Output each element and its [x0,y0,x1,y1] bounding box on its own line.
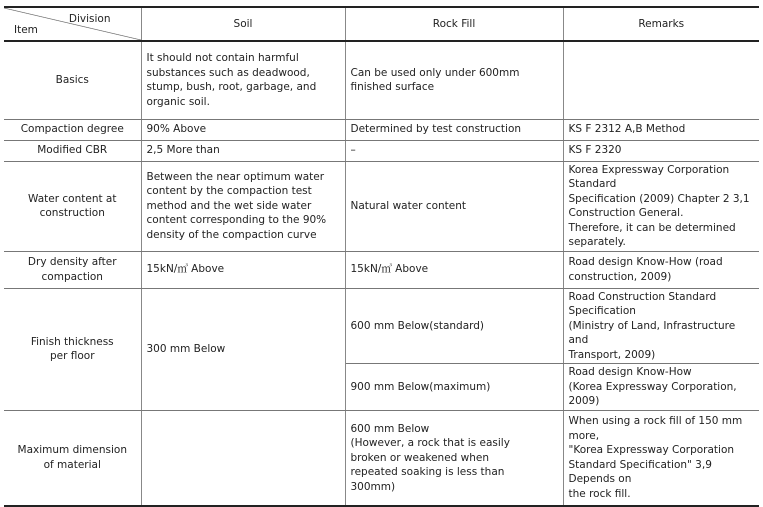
row-item-label: Modified CBR [4,140,141,161]
table-row-dry-density [4,251,759,288]
row-soil-cell: 2,5 More than [141,140,345,161]
row-remarks-cell [563,41,759,119]
row-item-label: Dry density after compaction [4,251,141,288]
row-rock-fill-cell: Can be used only under 600mm finished surface [345,41,563,119]
row-remarks-cell: Korea Expressway Corporation Standard Specification (2009) Chapter 2 3,1 Construction General. Therefore, it can be determined separately. [563,161,759,251]
row-rock-fill-cell: 900 mm Below(maximum) [345,364,563,411]
header-row [4,7,759,41]
row-rock-fill-cell: Natural water content [345,161,563,251]
row-item-label: Compaction degree [4,119,141,140]
table-row-basics [4,41,759,119]
row-remarks-cell: Road design Know-How (Korea Expressway Corporation, 2009) [563,364,759,411]
header-item-label: Item [14,23,38,36]
header-corner-cell [4,7,141,41]
specification-table [4,6,759,507]
row-item-label: Finish thickness per floor [4,288,141,410]
header-remarks: Remarks [563,7,759,41]
row-soil-cell: 90% Above [141,119,345,140]
row-rock-fill-cell: 15kN/㎥ Above [345,251,563,288]
table-row-compaction-degree [4,119,759,140]
header-division-label: Division [68,13,111,25]
row-rock-fill-cell: – [345,140,563,161]
header-rock-fill: Rock Fill [345,7,563,41]
row-remarks-cell: When using a rock fill of 150 mm more, "Korea Expressway Corporation Standard Specification" 3,9 Depends on the rock fill. [563,410,759,506]
row-item-label: Water content at construction [4,161,141,251]
header-soil: Soil [141,7,345,41]
row-soil-cell: Between the near optimum water content by the compaction test method and the wet side water content corresponding to the 90% density of the compaction curve [141,161,345,251]
row-remarks-cell: KS F 2320 [563,140,759,161]
row-rock-fill-cell: Determined by test construction [345,119,563,140]
row-soil-cell: It should not contain harmful substances such as deadwood, stump, bush, root, garbage, and organic soil. [141,41,345,119]
row-soil-cell: 300 mm Below [141,288,345,410]
table-row-finish-thickness [4,288,759,364]
table-row-water-content [4,161,759,251]
row-item-label: Basics [4,41,141,119]
row-rock-fill-cell: 600 mm Below (However, a rock that is easily broken or weakened when repeated soaking is less than 300mm) [345,410,563,506]
table-row-modified-cbr [4,140,759,161]
row-item-label: Maximum dimension of material [4,410,141,506]
row-soil-cell: 15kN/㎥ Above [141,251,345,288]
row-remarks-cell: Road design Know-How (road construction, 2009) [563,251,759,288]
row-remarks-cell: KS F 2312 A,B Method [563,119,759,140]
row-rock-fill-cell: 600 mm Below(standard) [345,288,563,364]
row-remarks-cell: Road Construction Standard Specification (Ministry of Land, Infrastructure and Transport, 2009) [563,288,759,364]
